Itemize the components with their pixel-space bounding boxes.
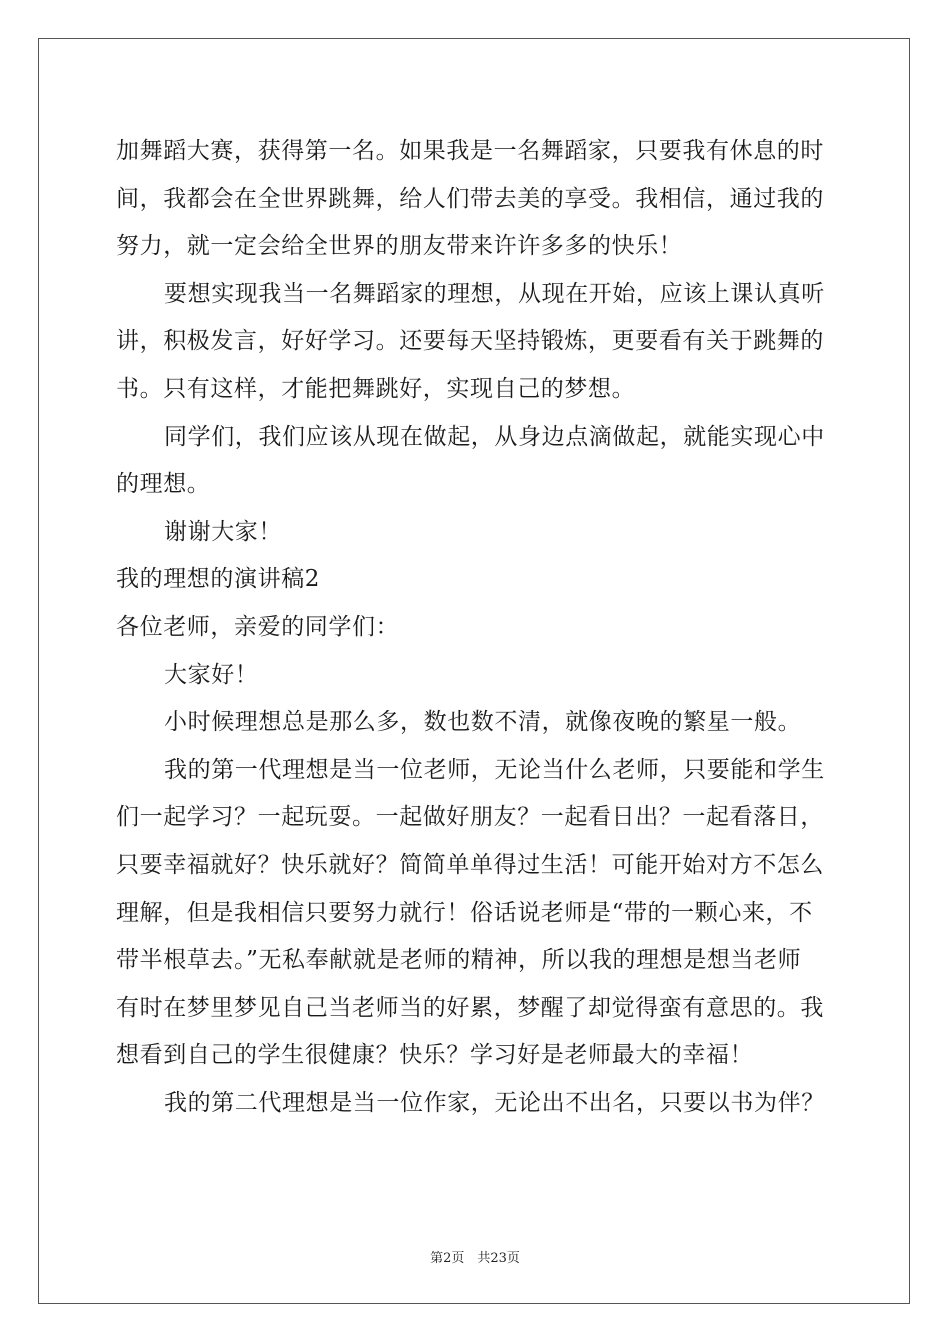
closing-thanks: 谢谢大家！ (164, 518, 282, 545)
text-line: 加舞蹈大赛，获得第一名。如果我是一名舞蹈家，只要我有休息的时 (116, 138, 824, 164)
text-line: 的理想。 (116, 471, 211, 498)
paragraph-start: 同学们，我们应该从现在做起，从身边点滴做起，就能实现心中 (164, 423, 825, 450)
text-line: 书。只有这样，才能把舞跳好，实现自己的梦想。 (116, 375, 636, 402)
text-line: 讲，积极发言，好好学习。还要每天坚持锻炼，更要看有关于跳舞的 (116, 328, 824, 355)
paragraph-start: 我的第二代理想是当一位作家，无论出不出名，只要以书为伴？ (164, 1089, 825, 1116)
text-line: 间，我都会在全世界跳舞，给人们带去美的享受。我相信，通过我的 (116, 185, 824, 212)
salutation: 各位老师，亲爱的同学们： (116, 613, 400, 640)
paragraph-start: 要想实现我当一名舞蹈家的理想，从现在开始，应该上课认真听 (164, 280, 825, 307)
text-line: 带半根草去。”无私奉献就是老师的精神，所以我的理想是想当老师 (116, 947, 802, 974)
page-number-footer: 第2页 共23页 (430, 1251, 520, 1266)
document-body (116, 128, 836, 1127)
text-line: 想看到自己的学生很健康？快乐？学习好是老师最大的幸福！ (116, 1042, 754, 1069)
text-line: 理解，但是我相信只要努力就行！俗话说老师是“带的一颗心来，不 (116, 899, 813, 926)
text-line: 只要幸福就好？快乐就好？简简单单得过生活！可能开始对方不怎么 (116, 851, 824, 878)
section-title: 我的理想的演讲稿2 (116, 566, 321, 593)
paragraph-start: 小时候理想总是那么多，数也数不清，就像夜晚的繁星一般。 (164, 709, 802, 736)
greeting: 大家好！ (164, 661, 259, 688)
text-line: 有时在梦里梦见自己当老师当的好累，梦醒了却觉得蛮有意思的。我 (116, 994, 824, 1021)
text-line: 努力，就一定会给全世界的朋友带来许许多多的快乐！ (116, 233, 683, 260)
paragraph-start: 我的第一代理想是当一位老师，无论当什么老师，只要能和学生 (164, 756, 825, 783)
text-line: 们一起学习？一起玩耍。一起做好朋友？一起看日出？一起看落日， (116, 804, 824, 831)
